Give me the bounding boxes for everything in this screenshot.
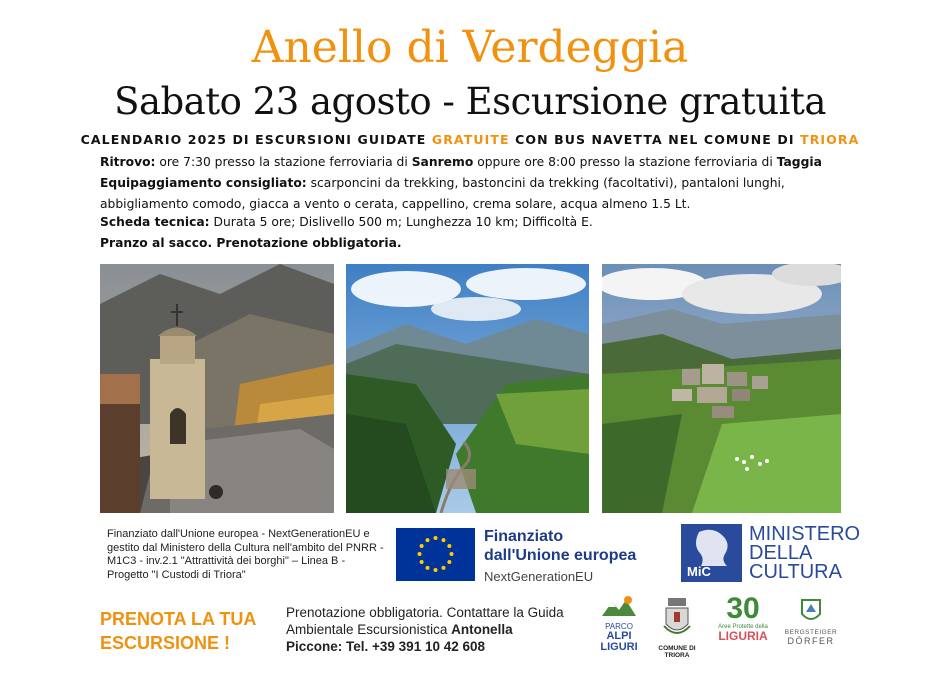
photo-valley <box>346 264 589 513</box>
eu-flag-icon <box>396 528 475 581</box>
parco-text-1: PARCO <box>605 622 633 631</box>
ritrovo-place-sanremo: Sanremo <box>411 155 474 169</box>
event-title: Anello di Verdeggia <box>251 22 689 73</box>
equipment-line <box>100 173 855 215</box>
eu-label-line2: dall'Unione europea <box>484 547 637 564</box>
pranzo-line <box>100 233 860 254</box>
contact-info <box>286 604 576 655</box>
bergsteiger-text-1: BERGSTEIGER <box>784 629 838 636</box>
parco-text-2: ALPI <box>606 630 632 642</box>
liguria-30-number: 30 <box>726 592 760 625</box>
event-subtitle: Sabato 23 agosto - Escursione gratuita <box>114 80 826 123</box>
ritrovo-text-1: ore 7:30 presso la stazione ferroviaria di <box>155 155 412 169</box>
aree-protette-liguria-logo <box>714 594 772 643</box>
eu-label-line3: NextGenerationEU <box>484 569 594 584</box>
ministero-line1: MINISTERO <box>749 523 861 545</box>
bergsteiger-shield-icon <box>800 598 822 624</box>
contact-phone[interactable]: Piccone: Tel. +39 391 10 42 608 <box>286 639 486 654</box>
calendar-highlight-gratuite: GRATUITE <box>431 132 510 147</box>
scheda-label: Scheda tecnica: <box>100 215 210 229</box>
parco-text-3: LIGURI <box>600 641 638 653</box>
contact-line2-text: Ambientale Escursionistica <box>286 622 452 637</box>
calendar-text-1: CALENDARIO 2025 DI ESCURSIONI GUIDATE <box>80 132 432 147</box>
equipment-label: Equipaggiamento consigliato: <box>100 176 307 190</box>
bergsteiger-text-2: DÖRFER <box>787 636 835 646</box>
calendar-text-2: CON BUS NAVETTA NEL COMUNE DI <box>509 132 801 147</box>
parco-alpi-liguri-logo <box>598 594 640 653</box>
calendar-highlight-triora: TRIORA <box>800 132 860 147</box>
photo-bell-tower <box>100 264 334 513</box>
scheda-line <box>100 212 860 233</box>
photo-village <box>602 264 841 513</box>
comune-text: COMUNE DI TRIORA <box>658 645 696 659</box>
contact-line1: Prenotazione obbligatoria. Contattare la Guida <box>286 605 564 620</box>
cta-line1: PRENOTA LA TUA <box>100 609 257 629</box>
calendar-line <box>0 132 940 147</box>
contact-guide-name: Antonella <box>451 622 513 637</box>
parco-mountain-icon <box>598 594 640 618</box>
ritrovo-place-taggia: Taggia <box>776 155 822 169</box>
scheda-text: Durata 5 ore; Dislivello 500 m; Lunghezza 10 km; Difficoltà E. <box>209 215 593 229</box>
mic-logo-icon <box>681 524 742 582</box>
pranzo-text: Pranzo al sacco. Prenotazione obbligatoria. <box>100 236 402 250</box>
comune-triora-logo <box>646 596 708 659</box>
comune-crest-icon <box>662 596 692 640</box>
equipment-text: scarponcini da trekking, bastoncini da trekking (facoltativi), pantaloni lunghi, abbigliamento comodo, giacca a vento o cerata, cappellino, crema solare, acqua almeno 1.5 Lt. <box>100 176 785 211</box>
eu-label-line1: Finanziato <box>484 528 564 545</box>
bergsteigerdorfer-logo <box>780 598 842 646</box>
booking-cta <box>100 607 256 655</box>
ritrovo-text-2: oppure ore 8:00 presso la stazione ferroviaria di <box>473 155 777 169</box>
ritrovo-line <box>100 152 860 173</box>
mic-badge-text: MiC <box>687 564 711 579</box>
cta-line2: ESCURSIONE ! <box>100 633 231 653</box>
ministero-line2: DELLA <box>749 542 813 564</box>
ritrovo-label: Ritrovo: <box>100 155 156 169</box>
ministero-line3: CULTURA <box>749 561 842 583</box>
liguria-name: LIGURIA <box>718 629 768 643</box>
funding-text: Finanziato dall'Unione europea - NextGenerationEU e gestito dal Ministero della Cultura nell'ambito del PNRR - M1C3 - inv.2.1 "Attrattività dei borghi" – Linea B - Progetto "I Custodi di Triora" <box>107 528 384 581</box>
liguria-small-text: Aree Protette della <box>718 624 768 630</box>
